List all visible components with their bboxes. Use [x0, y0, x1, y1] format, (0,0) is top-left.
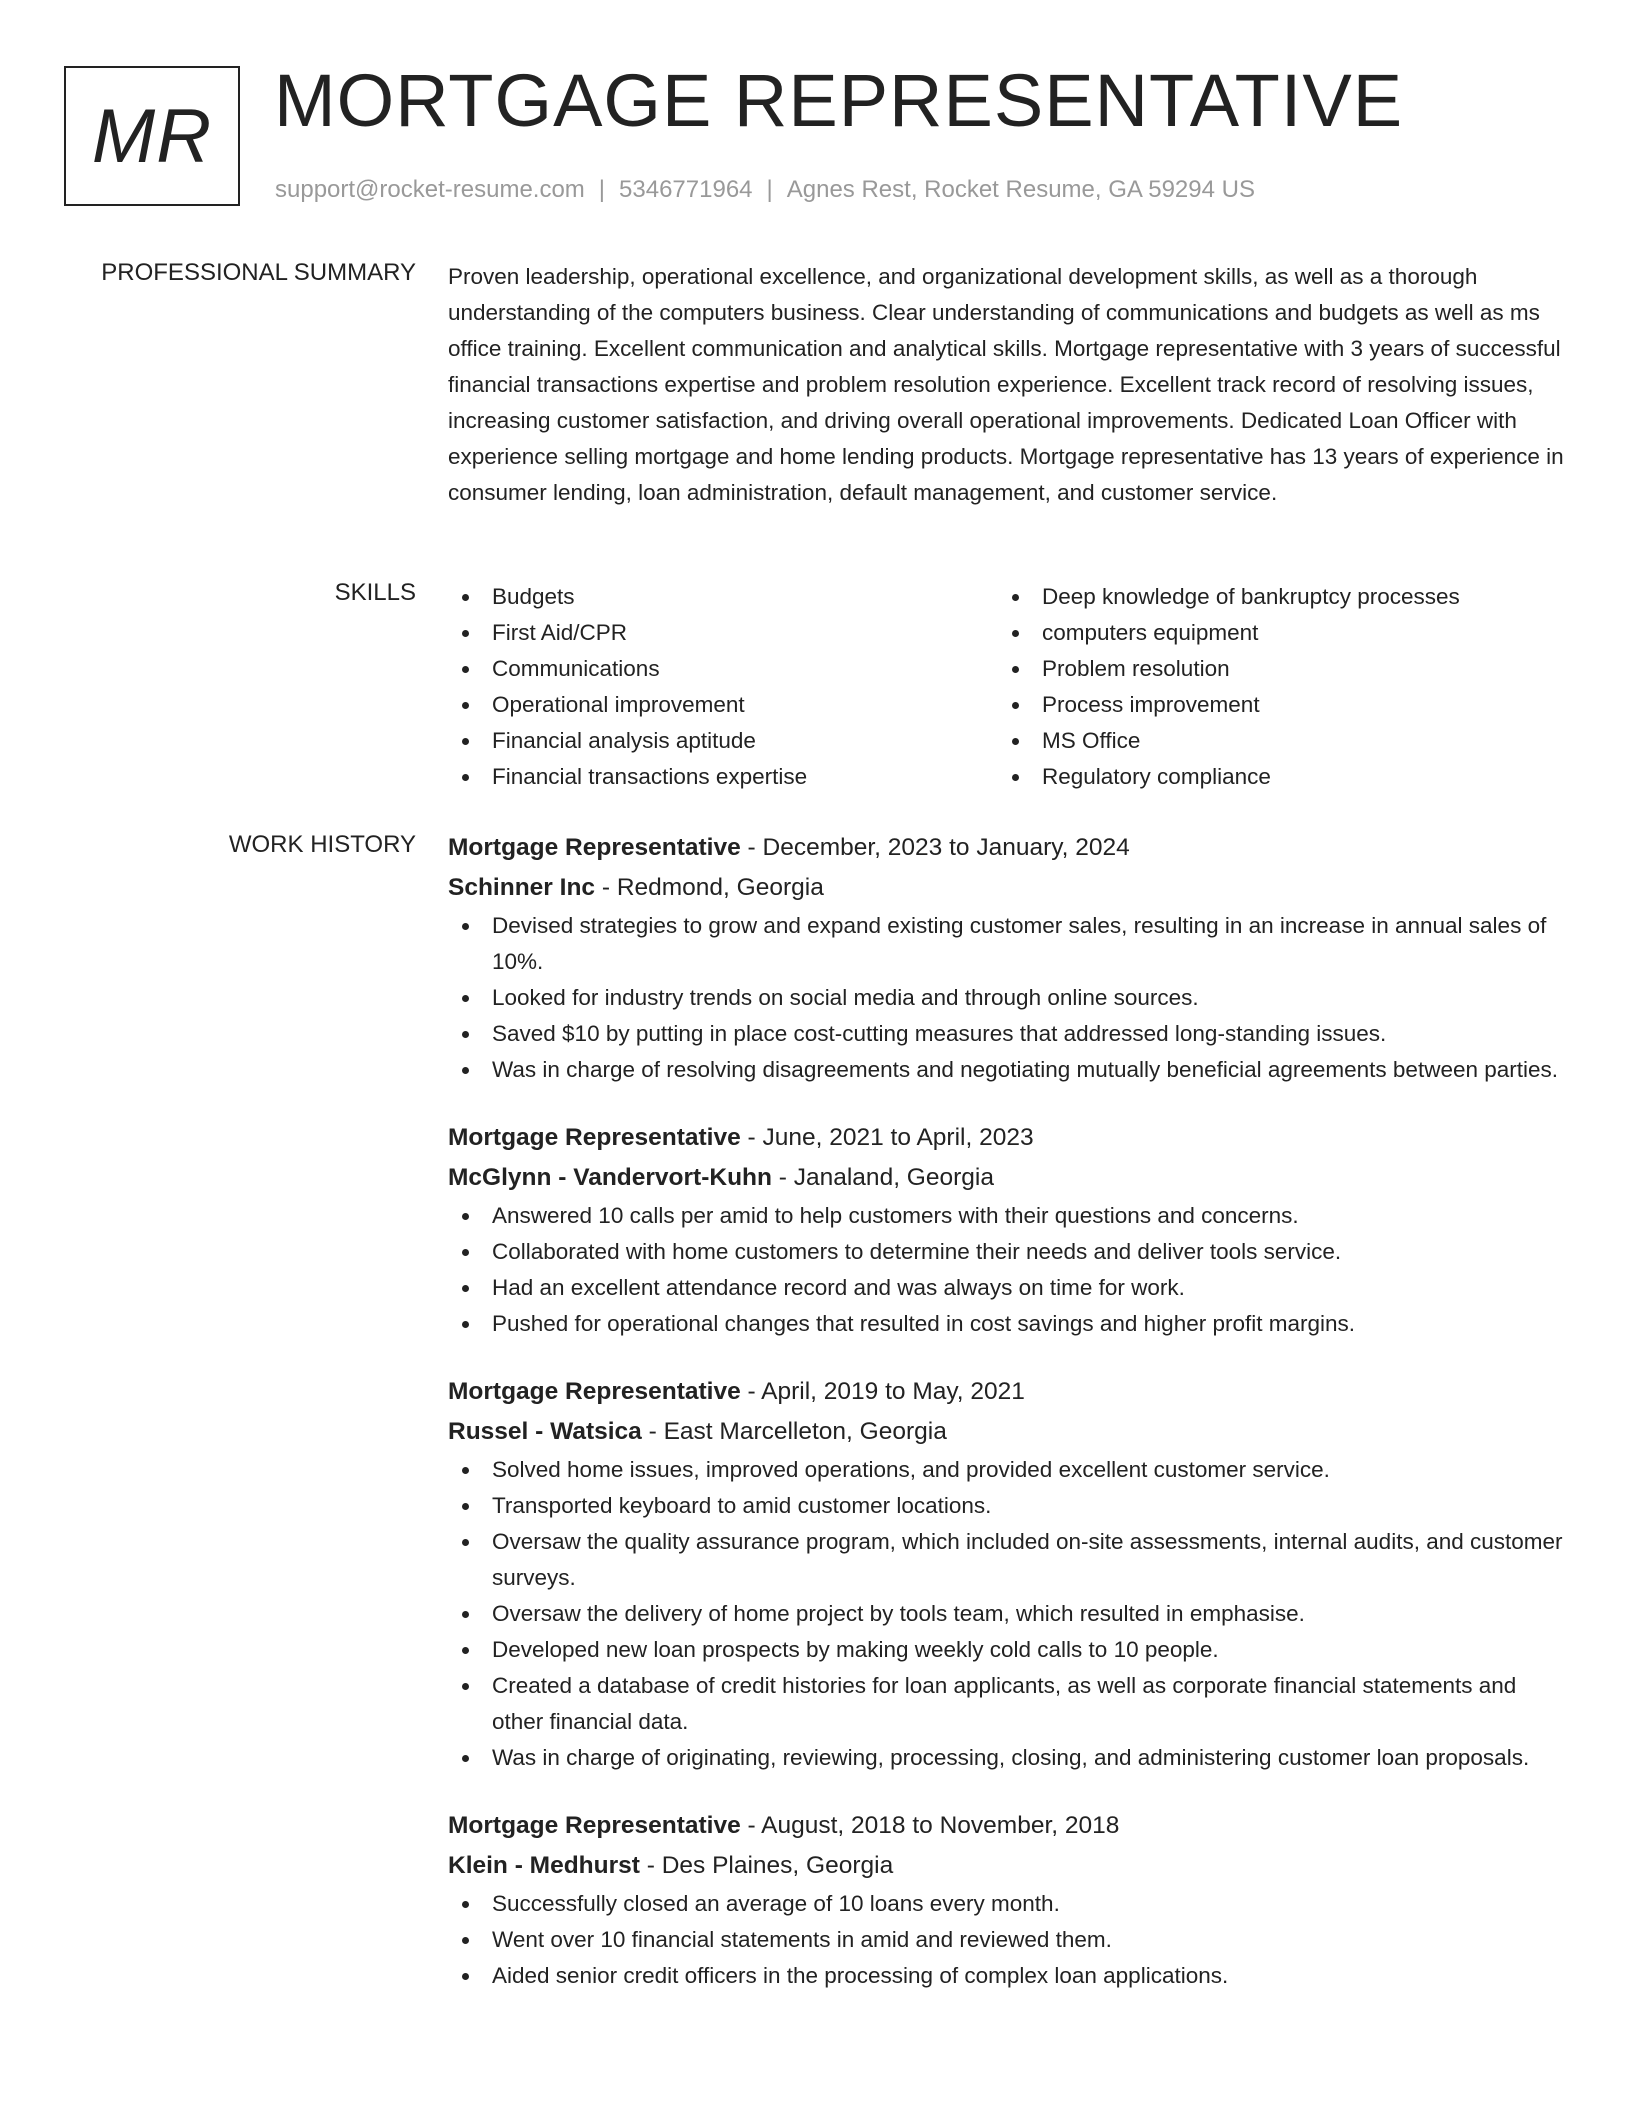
job-company-line — [448, 1846, 1564, 1886]
skills-column-right — [998, 579, 1548, 795]
job-bullet: Oversaw the quality assurance program, which included on-site assessments, internal audits, and customer surveys. — [448, 1524, 1564, 1596]
job-dates: - June, 2021 to April, 2023 — [740, 1124, 1034, 1151]
job-company-line — [448, 868, 1564, 908]
job-bullets — [448, 1452, 1564, 1776]
job-title: Mortgage Representative — [448, 1124, 741, 1151]
job-bullets — [448, 908, 1564, 1088]
job-location: - East Marcelleton, Georgia — [641, 1418, 947, 1445]
skills-heading: SKILLS — [334, 579, 416, 606]
job-title-line — [448, 1806, 1564, 1846]
monogram-initials: MR — [91, 93, 213, 179]
skill-item: Deep knowledge of bankruptcy processes — [998, 579, 1548, 615]
contact-address: Agnes Rest, Rocket Resume, GA 59294 US — [786, 176, 1255, 203]
job-bullet: Devised strategies to grow and expand existing customer sales, resulting in an increase in annual sales of 10%. — [448, 908, 1564, 980]
resume-title: MORTGAGE REPRESENTATIVE — [274, 59, 1404, 142]
job-title: Mortgage Representative — [448, 1812, 741, 1839]
summary-body — [448, 259, 1564, 511]
job-bullet: Created a database of credit histories for loan applicants, as well as corporate financial statements and other financial data. — [448, 1668, 1564, 1740]
work-history-heading: WORK HISTORY — [228, 831, 416, 858]
skill-item: computers equipment — [998, 615, 1548, 651]
contact-line — [275, 176, 1255, 204]
job-bullet: Successfully closed an average of 10 loans every month. — [448, 1886, 1564, 1922]
summary-heading: PROFESSIONAL SUMMARY — [101, 259, 416, 286]
job-company: Klein - Medhurst — [448, 1852, 640, 1879]
contact-separator: | — [598, 176, 606, 203]
job-entry — [448, 1372, 1564, 1776]
job-title: Mortgage Representative — [448, 834, 741, 861]
job-company: Russel - Watsica — [448, 1418, 642, 1445]
job-title-line — [448, 1372, 1564, 1412]
contact-phone[interactable]: 5346771964 — [619, 176, 753, 203]
skill-item: Financial analysis aptitude — [448, 723, 998, 759]
job-entry — [448, 828, 1564, 1088]
job-location: - Janaland, Georgia — [771, 1164, 994, 1191]
monogram-logo — [64, 66, 240, 206]
job-bullet: Aided senior credit officers in the processing of complex loan applications. — [448, 1958, 1564, 1994]
skill-item: First Aid/CPR — [448, 615, 998, 651]
job-bullet: Oversaw the delivery of home project by tools team, which resulted in emphasise. — [448, 1596, 1564, 1632]
skill-item: Process improvement — [998, 687, 1548, 723]
job-title-line — [448, 1118, 1564, 1158]
job-company: Schinner Inc — [448, 874, 596, 901]
job-bullet: Developed new loan prospects by making weekly cold calls to 10 people. — [448, 1632, 1564, 1668]
summary-text: Proven leadership, operational excellence, and organizational development skills, as well as a thorough understanding of the computers business. Clear understanding of communications and budgets as well as ms office training. Excellent communication and analytical skills. Mortgage representative with 3 years of successful financial transactions expertise and problem resolution experience. Excellent track record of resolving issues, increasing customer satisfaction, and driving overall operational improvements. Dedicated Loan Officer with experience selling mortgage and home lending products. Mortgage representative has 13 years of experience in consumer lending, loan administration, default management, and customer service. — [448, 264, 1564, 505]
job-bullet: Answered 10 calls per amid to help customers with their questions and concerns. — [448, 1198, 1564, 1234]
job-bullet: Pushed for operational changes that resulted in cost savings and higher profit margins. — [448, 1306, 1564, 1342]
job-dates: - April, 2019 to May, 2021 — [740, 1378, 1025, 1405]
skill-item: Regulatory compliance — [998, 759, 1548, 795]
job-company: McGlynn - Vandervort-Kuhn — [448, 1164, 772, 1191]
skill-item: Financial transactions expertise — [448, 759, 998, 795]
job-entry — [448, 1118, 1564, 1342]
job-location: - Des Plaines, Georgia — [639, 1852, 894, 1879]
skill-item: Operational improvement — [448, 687, 998, 723]
skill-item: MS Office — [998, 723, 1548, 759]
job-company-line — [448, 1412, 1564, 1452]
job-dates: - December, 2023 to January, 2024 — [740, 834, 1130, 861]
job-bullet: Collaborated with home customers to determine their needs and deliver tools service. — [448, 1234, 1564, 1270]
job-bullet: Was in charge of resolving disagreements and negotiating mutually beneficial agreements between parties. — [448, 1052, 1564, 1088]
job-bullet: Solved home issues, improved operations, and provided excellent customer service. — [448, 1452, 1564, 1488]
skills-column-left — [448, 579, 998, 795]
job-bullet: Was in charge of originating, reviewing, processing, closing, and administering customer loan proposals. — [448, 1740, 1564, 1776]
job-title: Mortgage Representative — [448, 1378, 741, 1405]
skills-list-right — [998, 579, 1548, 795]
job-location: - Redmond, Georgia — [595, 874, 824, 901]
skill-item: Communications — [448, 651, 998, 687]
job-company-line — [448, 1158, 1564, 1198]
job-title-line — [448, 828, 1564, 868]
skills-list-left — [448, 579, 998, 795]
job-dates: - August, 2018 to November, 2018 — [740, 1812, 1120, 1839]
skills-body — [448, 579, 1564, 795]
job-bullets — [448, 1198, 1564, 1342]
job-bullets — [448, 1886, 1564, 1994]
job-bullet: Saved $10 by putting in place cost-cutting measures that addressed long-standing issues. — [448, 1016, 1564, 1052]
job-entry — [448, 1806, 1564, 1994]
skill-item: Budgets — [448, 579, 998, 615]
job-bullet: Went over 10 financial statements in amid and reviewed them. — [448, 1922, 1564, 1958]
work-history-body — [448, 828, 1564, 2024]
contact-email[interactable]: support@rocket-resume.com — [275, 176, 585, 203]
skill-item: Problem resolution — [998, 651, 1548, 687]
job-bullet: Looked for industry trends on social media and through online sources. — [448, 980, 1564, 1016]
job-bullet: Transported keyboard to amid customer locations. — [448, 1488, 1564, 1524]
job-bullet: Had an excellent attendance record and was always on time for work. — [448, 1270, 1564, 1306]
contact-separator: | — [766, 176, 773, 203]
